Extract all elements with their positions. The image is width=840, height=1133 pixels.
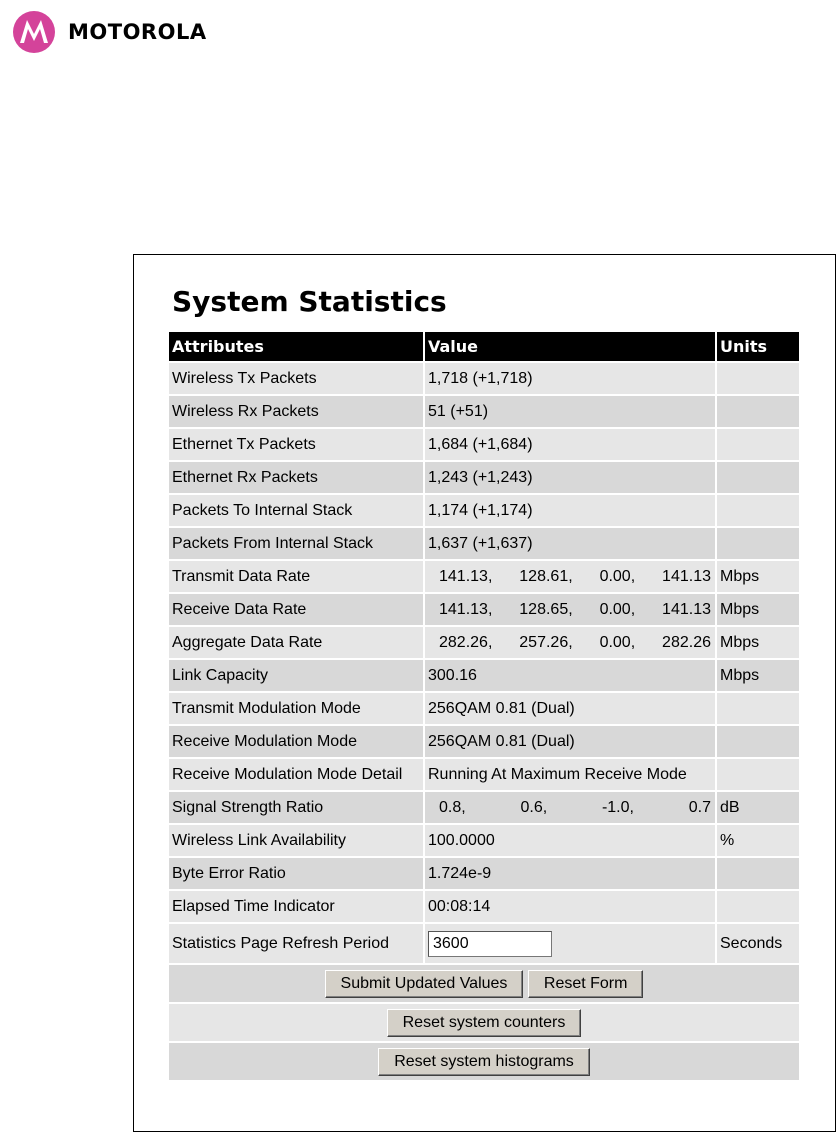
header-units: Units (717, 332, 799, 361)
attribute-label: Elapsed Time Indicator (169, 891, 423, 922)
table-row (169, 429, 799, 460)
reset-histograms-row (169, 1043, 799, 1080)
units-cell (717, 759, 799, 790)
header-value: Value (425, 332, 715, 361)
value-cell (425, 561, 715, 592)
value-number: 0.6, (520, 798, 548, 816)
attribute-label: Link Capacity (169, 660, 423, 691)
units-cell (717, 363, 799, 394)
value-cell: 1,243 (+1,243) (425, 462, 715, 493)
units-cell: Mbps (717, 660, 799, 691)
value-number: 141.13, (439, 600, 493, 618)
value-cell (425, 924, 715, 963)
value-number: 128.65, (519, 600, 573, 618)
attribute-label: Wireless Link Availability (169, 825, 423, 856)
value-cell: 256QAM 0.81 (Dual) (425, 726, 715, 757)
table-row (169, 594, 799, 625)
reset-counters-row (169, 1004, 799, 1041)
units-cell: Mbps (717, 594, 799, 625)
value-cell (425, 792, 715, 823)
units-cell (717, 429, 799, 460)
value-number: 282.26 (662, 633, 711, 651)
table-row (169, 759, 799, 790)
page-title: System Statistics (172, 285, 447, 318)
value-number: 257.26, (519, 633, 573, 651)
table-row-refresh-period (169, 924, 799, 963)
statistics-table (167, 330, 801, 1082)
value-number: 282.26, (439, 633, 493, 651)
value-cell (425, 594, 715, 625)
value-number: 141.13 (662, 567, 711, 585)
value-cell: 1,637 (+1,637) (425, 528, 715, 559)
units-cell (717, 462, 799, 493)
attribute-label: Signal Strength Ratio (169, 792, 423, 823)
reset-system-histograms-button[interactable]: Reset system histograms (378, 1048, 590, 1076)
units-cell: dB (717, 792, 799, 823)
attribute-label: Wireless Tx Packets (169, 363, 423, 394)
value-cell: 1,718 (+1,718) (425, 363, 715, 394)
reset-form-button[interactable]: Reset Form (528, 970, 644, 998)
attribute-label: Receive Data Rate (169, 594, 423, 625)
table-row (169, 825, 799, 856)
value-number: 0.00, (599, 600, 636, 618)
value-number: 0.00, (599, 633, 636, 651)
value-number: 141.13 (662, 600, 711, 618)
value-cell: Running At Maximum Receive Mode (425, 759, 715, 790)
header-attributes: Attributes (169, 332, 423, 361)
value-cell: 256QAM 0.81 (Dual) (425, 693, 715, 724)
value-cell: 1,684 (+1,684) (425, 429, 715, 460)
units-cell: Mbps (717, 627, 799, 658)
units-cell (717, 495, 799, 526)
table-row (169, 528, 799, 559)
units-cell (717, 726, 799, 757)
table-row (169, 561, 799, 592)
brand-name: MOTOROLA (68, 20, 207, 44)
attribute-label: Statistics Page Refresh Period (169, 924, 423, 963)
value-number: 141.13, (439, 567, 493, 585)
motorola-logo (12, 10, 207, 54)
attribute-label: Wireless Rx Packets (169, 396, 423, 427)
submit-updated-values-button[interactable]: Submit Updated Values (325, 970, 524, 998)
value-cell: 300.16 (425, 660, 715, 691)
table-row (169, 660, 799, 691)
attribute-label: Transmit Modulation Mode (169, 693, 423, 724)
value-number: 0.8, (439, 798, 466, 816)
units-cell: Seconds (717, 924, 799, 963)
attribute-label: Transmit Data Rate (169, 561, 423, 592)
attribute-label: Ethernet Tx Packets (169, 429, 423, 460)
value-number: 0.7 (688, 798, 711, 816)
statistics-panel (133, 254, 836, 1132)
attribute-label: Ethernet Rx Packets (169, 462, 423, 493)
table-row (169, 891, 799, 922)
value-cell: 1,174 (+1,174) (425, 495, 715, 526)
table-row (169, 792, 799, 823)
reset-system-counters-button[interactable]: Reset system counters (387, 1009, 582, 1037)
refresh-period-input[interactable] (428, 931, 552, 957)
units-cell (717, 858, 799, 889)
table-row (169, 495, 799, 526)
units-cell (717, 528, 799, 559)
attribute-label: Aggregate Data Rate (169, 627, 423, 658)
form-actions-row (169, 965, 799, 1002)
units-cell (717, 396, 799, 427)
table-row (169, 363, 799, 394)
units-cell (717, 693, 799, 724)
table-row (169, 396, 799, 427)
value-number: 128.61, (519, 567, 573, 585)
units-cell: Mbps (717, 561, 799, 592)
value-cell (425, 627, 715, 658)
attribute-label: Packets To Internal Stack (169, 495, 423, 526)
table-row (169, 726, 799, 757)
value-cell: 1.724e-9 (425, 858, 715, 889)
table-header-row (169, 332, 799, 361)
value-number: -1.0, (601, 798, 634, 816)
units-cell (717, 891, 799, 922)
attribute-label: Receive Modulation Mode Detail (169, 759, 423, 790)
units-cell: % (717, 825, 799, 856)
motorola-batwing-icon (12, 10, 56, 54)
table-row (169, 858, 799, 889)
value-cell: 00:08:14 (425, 891, 715, 922)
value-cell: 100.0000 (425, 825, 715, 856)
attribute-label: Byte Error Ratio (169, 858, 423, 889)
table-row (169, 693, 799, 724)
value-cell: 51 (+51) (425, 396, 715, 427)
value-number: 0.00, (599, 567, 636, 585)
table-row (169, 627, 799, 658)
attribute-label: Packets From Internal Stack (169, 528, 423, 559)
table-row (169, 462, 799, 493)
attribute-label: Receive Modulation Mode (169, 726, 423, 757)
